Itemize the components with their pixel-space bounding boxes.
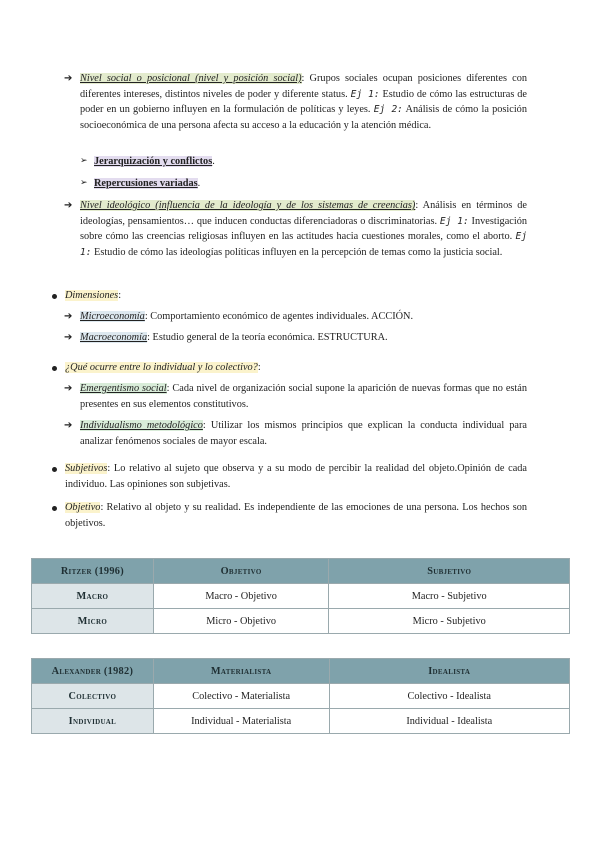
triangle-arrow-icon: ➢ — [80, 178, 88, 188]
objetivo-label: Objetivo — [65, 502, 101, 513]
text: : — [118, 290, 122, 301]
bullet-icon — [52, 294, 57, 299]
bullet-icon — [52, 506, 57, 511]
example-label: Ej 1: — [350, 88, 380, 100]
pregunta-heading — [65, 360, 261, 376]
subjetivos-label: Subjetivos — [65, 463, 108, 474]
macroeconomia-label: Macroeconomía — [80, 332, 148, 343]
nivel-ideologico-paragraph — [80, 198, 527, 260]
text: : Comportamiento económico de agentes individuales. ACCIÓN. — [144, 311, 414, 322]
text: : Relativo al objeto y su realidad. Es independiente de las emociones de una persona. Los hechos son objetivos. — [65, 502, 527, 529]
table-cell: Macro - Subjetivo — [329, 584, 570, 609]
table-row — [32, 584, 570, 609]
table-header-row — [32, 659, 570, 684]
table-cell: Colectivo - Materialista — [153, 684, 329, 709]
example-label: Ej 1: — [80, 231, 527, 258]
text: : Análisis en términos de ideologías, pensamientos… que inducen conductas diferenciadoras o discriminatorias. — [80, 200, 527, 227]
table-row — [32, 709, 570, 734]
individualismo-label: Individualismo metodológico — [80, 420, 203, 431]
nivel-social-label: Nivel social o posicional (nivel y posición social) — [80, 73, 302, 84]
table-cell: Micro - Subjetivo — [329, 609, 570, 634]
table-header-cell: Objetivo — [153, 559, 329, 584]
arrow-icon: ➔ — [64, 200, 73, 211]
row-header-cell: Colectivo — [32, 684, 154, 709]
text: : Estudio general de la teoría económica. ESTRUCTURA. — [147, 332, 388, 343]
sub-item-label: Repercusiones variadas — [94, 178, 198, 189]
table-row — [32, 684, 570, 709]
text: : — [257, 362, 261, 373]
text: Análisis de cómo la posición socioeconómica de una persona afecta su acceso a la educación y la atención médica. — [80, 104, 527, 131]
text: : Utilizar los mismos principios que explican la conducta individual para analizar fenómenos sociales de mayor escala. — [80, 420, 527, 447]
row-header-cell: Micro — [32, 609, 154, 634]
subjetivos-paragraph — [65, 461, 527, 492]
arrow-icon: ➔ — [64, 73, 73, 84]
row-header-cell: Individual — [32, 709, 154, 734]
objetivo-paragraph — [65, 500, 527, 531]
text: Estudio de cómo las estructuras de poder en un gobierno influyen en la formulación de políticas y leyes. — [80, 88, 528, 115]
bullet-icon — [52, 467, 57, 472]
text: : Grupos sociales ocupan posiciones diferentes con diferentes intereses, distintos niveles de poder y diferente status. — [80, 73, 527, 100]
example-label: Ej 2: — [373, 104, 403, 115]
nivel-ideologico-label: Nivel ideológico (influencia de la ideología y de los sistemas de creencias) — [80, 200, 416, 211]
table-row — [32, 609, 570, 634]
pregunta-label: ¿Qué ocurre entre lo individual y lo colectivo? — [65, 362, 258, 373]
text: Investigación sobre cómo las creencias religiosas influyen en las actitudes hacia cuestiones morales, como el aborto. — [80, 215, 527, 242]
table-header-cell: Idealista — [329, 659, 570, 684]
row-header-cell: Macro — [32, 584, 154, 609]
arrow-icon: ➔ — [64, 332, 73, 343]
microeconomia-item — [80, 309, 527, 325]
example-label: Ej 1: — [439, 215, 469, 227]
alexander-table — [31, 658, 570, 734]
arrow-icon: ➔ — [64, 420, 73, 431]
text: . — [212, 156, 215, 167]
table-header-row — [32, 559, 570, 584]
arrow-icon: ➔ — [64, 383, 73, 394]
table-cell: Macro - Objetivo — [153, 584, 329, 609]
text: Estudio de cómo las ideologías políticas influyen en la percepción de temas como la justicia social. — [91, 246, 503, 258]
emergentismo-item — [80, 381, 527, 412]
table-cell: Colectivo - Idealista — [329, 684, 570, 709]
macroeconomia-item — [80, 330, 527, 346]
emergentismo-label: Emergentismo social — [80, 383, 167, 394]
text: : Cada nivel de organización social supone la aparición de nuevas formas que no están presentes en sus elementos constitutivos. — [80, 383, 527, 410]
triangle-arrow-icon: ➢ — [80, 156, 88, 166]
dimensiones-label: Dimensiones — [65, 290, 119, 301]
table-header-cell: Alexander (1982) — [32, 659, 154, 684]
sub-item-label: Jerarquización y conflictos — [94, 156, 213, 167]
table-header-cell: Ritzer (1996) — [32, 559, 154, 584]
table-cell: Individual - Materialista — [153, 709, 329, 734]
ritzer-table — [31, 558, 570, 634]
text: : Lo relativo al sujeto que observa y a su modo de percibir la realidad del objeto.Opinión de cada individuo. Las opiniones son subjetivas. — [65, 463, 527, 490]
table-header-cell: Materialista — [153, 659, 329, 684]
text: . — [197, 178, 201, 189]
table-header-cell: Subjetivo — [329, 559, 570, 584]
table-cell: Micro - Objetivo — [153, 609, 329, 634]
individualismo-item — [80, 418, 527, 449]
bullet-icon — [52, 366, 57, 371]
sub-item-repercusiones — [94, 176, 200, 192]
sub-item-jerarquizacion — [94, 154, 215, 170]
dimensiones-heading — [65, 288, 121, 304]
arrow-icon: ➔ — [64, 311, 73, 322]
microeconomia-label: Microeconomía — [80, 311, 145, 322]
nivel-social-paragraph — [80, 71, 527, 133]
table-cell: Individual - Idealista — [329, 709, 570, 734]
